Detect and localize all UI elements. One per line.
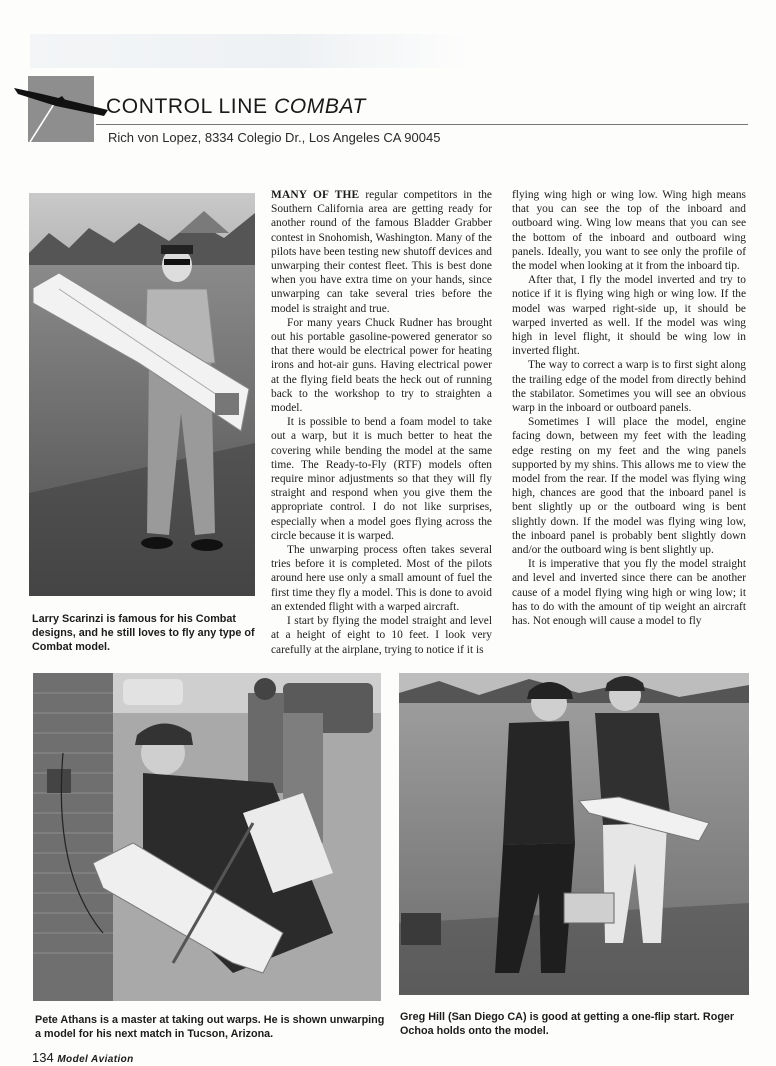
column-title: CONTROL LINE COMBAT xyxy=(106,95,366,118)
lead-in: MANY OF THE xyxy=(271,189,360,201)
paragraph: The way to correct a warp is to first sight along the trailing edge of the model from directly behind the stabilator. Sometimes you will see an obvious warp in the inboard or outboard panels. xyxy=(512,359,746,415)
paragraph: MANY OF THE regular competitors in the Southern California area are getting ready for another round of the famous Bladder Grabber contest in Snohomish, Washington. Many of the pilots have been testing new shutoff devices and unwarping their contest fleet. This is best done when you have extra time on your hands, since unwarping can take several tries before the model is straight and true. xyxy=(271,189,492,315)
photo-larry-scarinzi xyxy=(29,193,255,596)
article-column-2 xyxy=(512,188,746,628)
paragraph: The unwarping process often takes several tries before it is completed. Most of the pilots around here use only a small amount of fuel the first time they fly a model. This is done to avoid an extended flight with a warped aircraft. xyxy=(271,544,492,613)
faded-banner xyxy=(30,34,470,68)
caption-photo3: Greg Hill (San Diego CA) is good at getting a one-flip start. Roger Ochoa holds onto the model. xyxy=(400,1011,735,1037)
paragraph: For many years Chuck Rudner has brought out his portable gasoline-powered generator so that there would be electrical power for heating irons and hot-air guns. Having electrical power at the flying field beats the heck out of running back to the workshop to try to straighten a model. xyxy=(271,316,492,415)
author-byline: Rich von Lopez, 8334 Colegio Dr., Los Angeles CA 90045 xyxy=(108,130,441,145)
page-number: 134 xyxy=(32,1050,54,1065)
paragraph: flying wing high or wing low. Wing high means that you can see the top of the inboard and outboard wing. Wing low means that you can see the bottom of the inboard and outboard wing panels. Ideally, you want to see only the profile of the model when looking at it from the inboard tip. xyxy=(512,189,746,273)
paragraph: Sometimes I will place the model, engine facing down, between my feet with the leading edge resting on my feet and the wing panels supported by my shins. This allows me to view the model from the rear. If the model was flying wing high, chances are good that the inboard panel is bent slightly up or the outboard wing is bent slightly down. If the model was flying wing low, the inboard panel is probably bent slightly down and/or the outboard wing is bent slightly up. xyxy=(512,416,746,557)
paragraph: After that, I fly the model inverted and try to notice if it is flying wing high or wing low. If the model was warped right-side up, it should be warped inverted as well. If the model was wing high in level flight, it should be wing low in inverted flight. xyxy=(512,274,746,358)
paragraph: It is possible to bend a foam model to take out a warp, but it is much better to heat the covering while bending the model at the same time. The Ready-to-Fly (RTF) models often require minor adjustments so that they will fly straight and respond when you give them the appropriate control. I do not like surprises, especially when a model goes flying across the circle because it is warped. xyxy=(271,416,492,542)
photo-pete-athans xyxy=(33,673,381,1001)
header-rule xyxy=(96,124,748,125)
photo-greg-hill xyxy=(399,673,749,995)
page-folio xyxy=(32,1050,134,1065)
magazine-name: Model Aviation xyxy=(57,1054,134,1065)
caption-photo1: Larry Scarinzi is famous for his Combat designs, and he still loves to fly any type of Combat model. xyxy=(32,613,255,653)
article-column-1 xyxy=(271,188,492,657)
paragraph: It is imperative that you fly the model straight and level and inverted since there can be another cause of a model flying wing high or wing low; it has to do with the amount of tip weight an aircraft has. Not enough will cause a model to fly xyxy=(512,558,746,628)
paragraph: I start by flying the model straight and level at a height of eight to 10 feet. I look very carefully at the airplane, trying to notice if it is xyxy=(271,615,492,656)
combat-plane-icon xyxy=(12,80,112,146)
caption-photo2: Pete Athans is a master at taking out warps. He is shown unwarping a model for his next match in Tucson, Arizona. xyxy=(35,1014,385,1040)
